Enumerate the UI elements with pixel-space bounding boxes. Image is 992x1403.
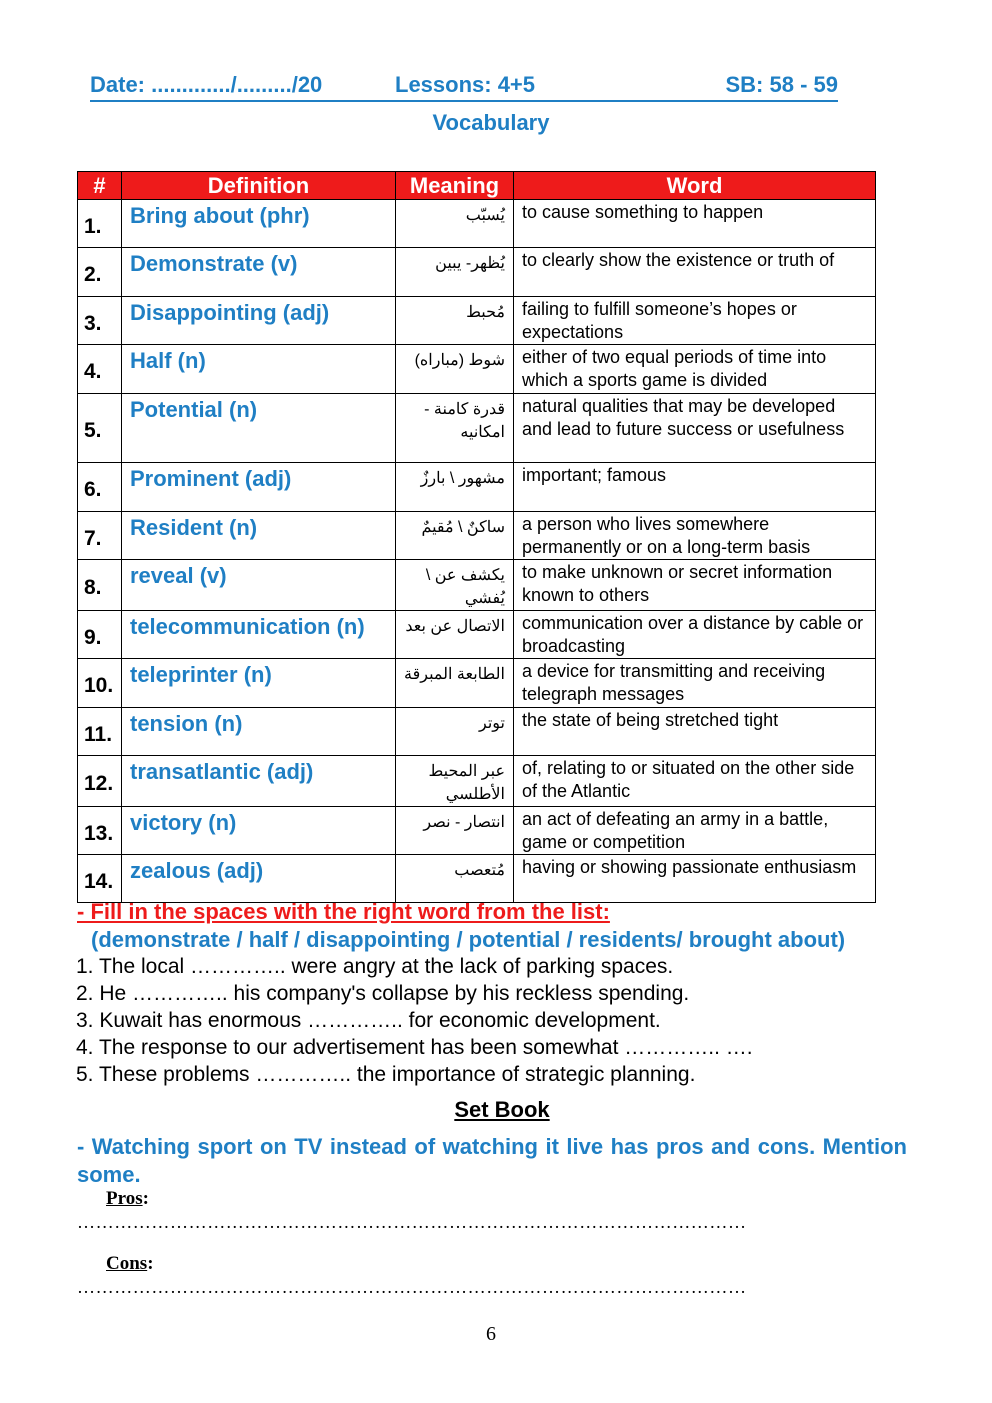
row-term: Resident (n)	[122, 512, 396, 560]
cons-answer-line[interactable]: ………………………………………………………………………………………………	[77, 1277, 747, 1297]
set-book-title: Set Book	[454, 1097, 550, 1122]
row-definition: to clearly show the existence or truth of	[514, 248, 876, 297]
row-definition: an act of defeating an army in a battle, game or competition	[514, 807, 876, 855]
cons-label	[106, 1253, 154, 1275]
pros-answer-line[interactable]: ………………………………………………………………………………………………	[77, 1212, 747, 1232]
row-number: 9.	[78, 611, 122, 659]
row-term: teleprinter (n)	[122, 659, 396, 708]
exercise-sentence: 5. These problems ………….. the importance of strategic planning.	[76, 1063, 696, 1086]
row-arabic-meaning: يُسبّب	[396, 200, 514, 248]
row-term: transatlantic (adj)	[122, 756, 396, 807]
row-arabic-meaning: يكشف عن \ يُفشي	[396, 560, 514, 611]
table-row	[78, 611, 876, 659]
table-row	[78, 463, 876, 512]
row-definition: failing to fulfill someone’s hopes or expectations	[514, 297, 876, 345]
exercise-sentence: 4. The response to our advertisement has been somewhat ………….. ….	[76, 1036, 753, 1059]
exercise-sentences	[76, 953, 753, 1088]
row-term: tension (n)	[122, 708, 396, 756]
row-arabic-meaning: مُحبط	[396, 297, 514, 345]
table-row	[78, 297, 876, 345]
row-number: 6.	[78, 463, 122, 512]
row-term: Demonstrate (v)	[122, 248, 396, 297]
table-row	[78, 512, 876, 560]
row-term: Half (n)	[122, 345, 396, 394]
row-arabic-meaning: قدرة كامنة - امكانيه	[396, 394, 514, 463]
row-arabic-meaning: عبر المحيط الأطلسي	[396, 756, 514, 807]
row-definition: to make unknown or secret information known to others	[514, 560, 876, 611]
table-row	[78, 394, 876, 463]
row-number: 1.	[78, 200, 122, 248]
row-term: Potential (n)	[122, 394, 396, 463]
row-definition: natural qualities that may be developed and lead to future success or usefulness	[514, 394, 876, 463]
row-number: 7.	[78, 512, 122, 560]
row-arabic-meaning: الطابعة المبرقة	[396, 659, 514, 708]
student-book-pages: SB: 58 - 59	[725, 72, 838, 97]
row-arabic-meaning: شوط (مباراه)	[396, 345, 514, 394]
row-arabic-meaning: يُظهر- يبين	[396, 248, 514, 297]
row-arabic-meaning: ساكنٌ \ مُقيمٌ	[396, 512, 514, 560]
row-arabic-meaning: توتر	[396, 708, 514, 756]
vocabulary-table	[77, 171, 876, 903]
cons-label-text: Cons	[106, 1253, 148, 1274]
lessons-label: Lessons: 4+5	[395, 72, 536, 97]
page-number: 6	[486, 1323, 496, 1345]
row-term: Prominent (adj)	[122, 463, 396, 512]
row-term: Bring about (phr)	[122, 200, 396, 248]
word-list: (demonstrate / half / disappointing / potential / residents/ brought about)	[91, 927, 846, 952]
row-term: telecommunication (n)	[122, 611, 396, 659]
row-term: zealous (adj)	[122, 855, 396, 903]
row-definition: the state of being stretched tight	[514, 708, 876, 756]
row-definition: having or showing passionate enthusiasm	[514, 855, 876, 903]
row-number: 14.	[78, 855, 122, 903]
table-row	[78, 807, 876, 855]
table-row	[78, 345, 876, 394]
row-definition: of, relating to or situated on the other side of the Atlantic	[514, 756, 876, 807]
row-number: 12.	[78, 756, 122, 807]
pros-label-text: Pros	[106, 1188, 143, 1209]
fill-in-title: - Fill in the spaces with the right word from the list:	[77, 899, 610, 924]
row-term: reveal (v)	[122, 560, 396, 611]
row-arabic-meaning: مشهور \ بارزٌ	[396, 463, 514, 512]
row-arabic-meaning: انتصار - نصر	[396, 807, 514, 855]
vocabulary-title: Vocabulary	[432, 110, 550, 135]
row-definition: to cause something to happen	[514, 200, 876, 248]
row-number: 13.	[78, 807, 122, 855]
row-definition: communication over a distance by cable or broadcasting	[514, 611, 876, 659]
row-definition: important; famous	[514, 463, 876, 512]
table-header-row	[78, 172, 876, 200]
lesson-header	[90, 72, 838, 102]
row-number: 4.	[78, 345, 122, 394]
header-number: #	[78, 172, 122, 200]
cons-colon: :	[147, 1253, 154, 1274]
row-definition: either of two equal periods of time into which a sports game is divided	[514, 345, 876, 394]
row-definition: a person who lives somewhere permanently or on a long-term basis	[514, 512, 876, 560]
header-definition: Definition	[122, 172, 396, 200]
row-term: victory (n)	[122, 807, 396, 855]
table-row	[78, 248, 876, 297]
row-number: 8.	[78, 560, 122, 611]
row-definition: a device for transmitting and receiving telegraph messages	[514, 659, 876, 708]
row-number: 10.	[78, 659, 122, 708]
pros-colon: :	[142, 1188, 149, 1209]
row-number: 11.	[78, 708, 122, 756]
date-field: Date: ............./........./20	[90, 72, 323, 97]
exercise-sentence: 3. Kuwait has enormous ………….. for economic development.	[76, 1009, 661, 1032]
exercise-sentence: 1. The local ………….. were angry at the lack of parking spaces.	[76, 955, 674, 978]
row-arabic-meaning: مُتعصب	[396, 855, 514, 903]
row-arabic-meaning: الاتصال عن بعد	[396, 611, 514, 659]
exercise-sentence: 2. He ………….. his company's collapse by his reckless spending.	[76, 982, 690, 1005]
header-meaning: Meaning	[396, 172, 514, 200]
row-term: Disappointing (adj)	[122, 297, 396, 345]
table-row	[78, 756, 876, 807]
pros-label	[106, 1188, 149, 1210]
table-row	[78, 855, 876, 903]
table-row	[78, 200, 876, 248]
row-number: 2.	[78, 248, 122, 297]
row-number: 3.	[78, 297, 122, 345]
header-word: Word	[514, 172, 876, 200]
table-row	[78, 560, 876, 611]
set-book-question: - Watching sport on TV instead of watching it live has pros and cons. Mention some.	[77, 1134, 907, 1187]
table-row	[78, 708, 876, 756]
row-number: 5.	[78, 394, 122, 463]
table-row	[78, 659, 876, 708]
